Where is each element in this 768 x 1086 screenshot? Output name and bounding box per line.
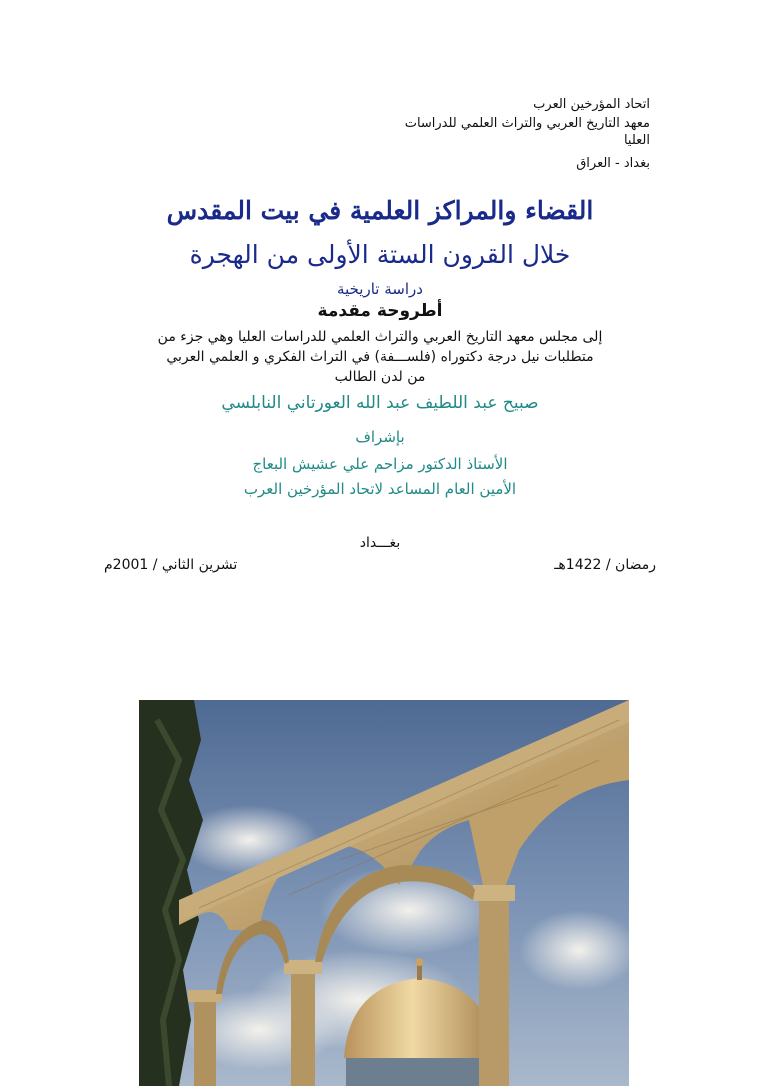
purpose-line-1: إلى مجلس معهد التاريخ العربي والتراث العلمي للدراسات العليا وهي جزء من: [157, 329, 603, 345]
header-union: اتحاد المؤرخين العرب: [533, 97, 650, 112]
study-type: دراسة تاريخية: [337, 280, 423, 298]
purpose-line-3: من لدن الطالب: [334, 369, 426, 385]
header-location: بغداد - العراق: [576, 156, 650, 171]
supervisor-name: الأستاذ الدكتور مزاحم علي عشيش البعاج: [252, 455, 508, 473]
institution-header: [350, 96, 650, 172]
supervisor-title: الأمين العام المساعد لاتحاد المؤرخين العرب: [243, 480, 517, 498]
thesis-label: أطروحة مقدمة: [317, 301, 443, 321]
date-gregorian: تشرين الثاني / 2001م: [104, 557, 238, 573]
student-name: صبيح عبد اللطيف عبد الله العورتاني النابلسي: [221, 393, 539, 413]
thesis-title: القضاء والمراكز العلمية في بيت المقدس: [166, 196, 594, 225]
photo-illustration: [139, 700, 629, 1086]
header-institute-cont: العليا: [623, 133, 650, 148]
place: بغـــداد: [359, 535, 401, 551]
dome-of-the-rock-photo: [139, 700, 629, 1086]
purpose-line-2: متطلبات نيل درجة دكتوراه (فلســـفة) في التراث الفكري و العلمي العربي: [166, 349, 594, 365]
thesis-subtitle: خلال القرون الستة الأولى من الهجرة: [189, 240, 571, 269]
date-hijri: رمضان / 1422هـ: [554, 557, 656, 573]
supervision-label: بإشراف: [355, 428, 405, 446]
header-institute: معهد التاريخ العربي والتراث العلمي للدراسات: [404, 116, 650, 131]
